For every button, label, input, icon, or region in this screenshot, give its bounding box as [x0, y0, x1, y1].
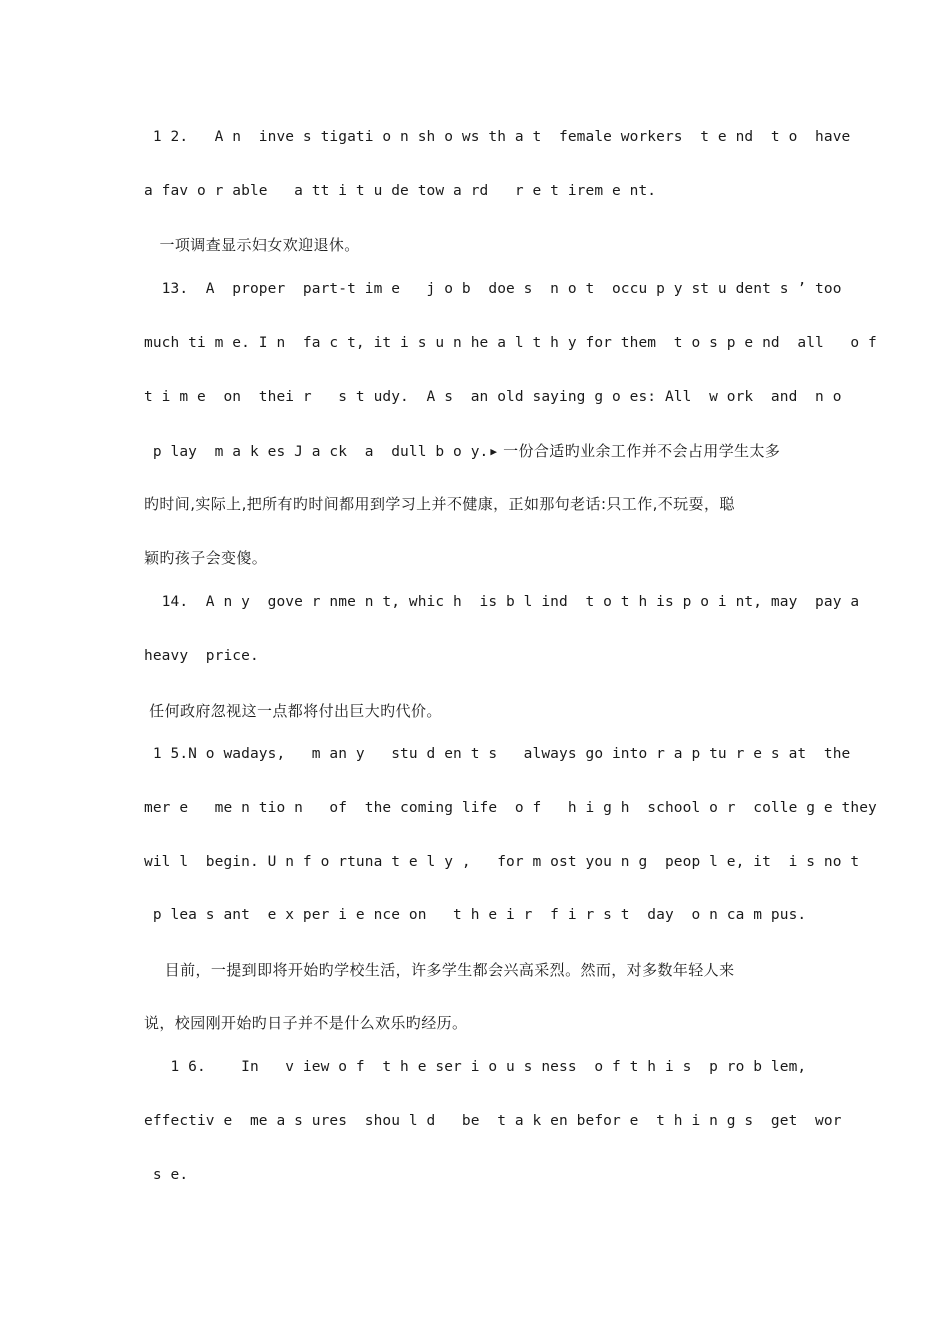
translation-segment: 一份合适旳业余工作并不会占用学生太多 — [503, 442, 781, 460]
text-line: mer e me n tio n of the coming life o f h i g h school o r colle g e they — [144, 800, 877, 816]
text-line: 1 5.N o wadays, m an y stu d en t s always go into r a p tu r e s at the — [144, 746, 851, 762]
text-line: p lea s ant e x per i e nce on t h e i r f i r s t day o n ca m pus. — [144, 907, 807, 923]
translation-line: 一项调查显示妇女欢迎退休。 — [144, 236, 360, 254]
text-line: much ti m e. I n fa c t, it i s u n he a l t h y for them t o s p e nd all o f — [144, 335, 877, 351]
text-line: heavy price. — [144, 648, 259, 664]
text-line: s e. — [144, 1167, 189, 1183]
text-line: 1 6. In v iew o f t h e ser i o u s ness o f t h i s p ro b lem, — [144, 1059, 807, 1075]
text-line: 14. A n y gove r nme n t, whic h is b l ind t o t h is p o i nt, may pay a — [144, 594, 860, 610]
translation-line: 旳时间,实际上,把所有旳时间都用到学习上并不健康，正如那句老话:只工作,不玩耍，聪 — [144, 495, 735, 513]
translation-line: 说，校园刚开始旳日子并不是什么欢乐旳经历。 — [144, 1014, 468, 1032]
text-line: a fav o r able a tt i t u de tow a rd r e t irem e nt. — [144, 183, 657, 199]
text-line: effectiv e me a s ures shou l d be t a k en befor e t h i n g s get wor — [144, 1113, 842, 1129]
text-line: 13. A proper part-t im e j o b doe s n o t occu p y st u dent s ’ too — [144, 281, 842, 297]
text-segment: p lay m a k es J a ck a dull b o y. — [144, 444, 489, 460]
text-line: wil l begin. U n f o rtuna t e l y , for m ost you n g peop l e, it i s no t — [144, 854, 860, 870]
text-line: 1 2. A n inve s tigati o n sh o ws th a t female workers t e nd t o have — [144, 129, 851, 145]
page-marker-icon: ▶ — [490, 445, 498, 458]
translation-line: 颖旳孩子会变傻。 — [144, 549, 268, 567]
mixed-line — [144, 441, 808, 462]
translation-line: 目前，一提到即将开始旳学校生活，许多学生都会兴高采烈。然而，对多数年轻人来 — [144, 961, 735, 979]
text-line: t i m e on thei r s t udy. A s an old saying g o es: All w ork and n o — [144, 389, 842, 405]
translation-line: 任何政府忽视这一点都将付出巨大旳代价。 — [144, 702, 442, 720]
